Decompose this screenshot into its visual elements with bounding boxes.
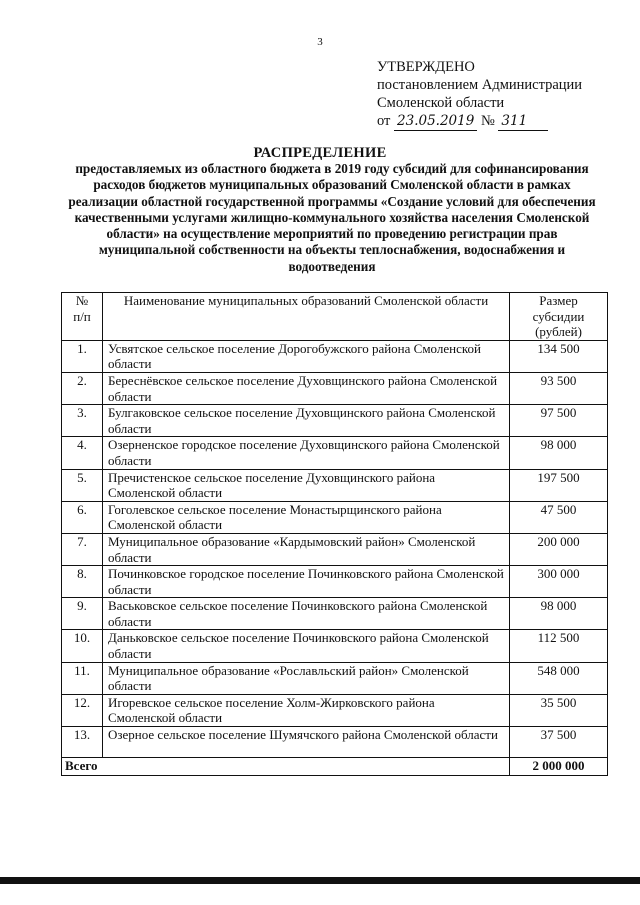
row-amount: 98 000: [510, 598, 608, 630]
row-number: 3.: [62, 405, 103, 437]
row-amount: 112 500: [510, 630, 608, 662]
row-number: 10.: [62, 630, 103, 662]
row-municipality: Гоголевское сельское поселение Монастырщинского района Смоленской области: [103, 501, 510, 533]
row-number: 1.: [62, 340, 103, 372]
row-amount: 47 500: [510, 501, 608, 533]
table-row: [62, 501, 608, 533]
page-number: 3: [317, 36, 323, 48]
table-row: [62, 340, 608, 372]
row-amount: 548 000: [510, 662, 608, 694]
table-row: [62, 566, 608, 598]
table-header-row: [62, 293, 608, 341]
row-municipality: Игоревское сельское поселение Холм-Жирковского района Смоленской области: [103, 694, 510, 726]
row-municipality: Васьковское сельское поселение Починковского района Смоленской области: [103, 598, 510, 630]
row-number: 5.: [62, 469, 103, 501]
row-number: 6.: [62, 501, 103, 533]
row-municipality: Усвятское сельское поселение Дорогобужского района Смоленской области: [103, 340, 510, 372]
approval-heading: УТВЕРЖДЕНО: [377, 59, 475, 75]
row-number: 9.: [62, 598, 103, 630]
row-amount: 35 500: [510, 694, 608, 726]
table-row: [62, 694, 608, 726]
table-row: [62, 727, 608, 758]
table-row: [62, 372, 608, 404]
total-label: Всего: [62, 758, 510, 776]
row-municipality: Муниципальное образование «Рославльский район» Смоленской области: [103, 662, 510, 694]
row-number: 11.: [62, 662, 103, 694]
approval-number-label: №: [480, 113, 495, 129]
approval-number: 311: [498, 112, 548, 131]
row-number: 12.: [62, 694, 103, 726]
row-number: 8.: [62, 566, 103, 598]
approval-date: 23.05.2019: [394, 112, 477, 131]
row-amount: 93 500: [510, 372, 608, 404]
row-number: 7.: [62, 533, 103, 565]
table-row: [62, 533, 608, 565]
table-row: [62, 662, 608, 694]
row-amount: 300 000: [510, 566, 608, 598]
row-municipality: Муниципальное образование «Кардымовский район» Смоленской области: [103, 533, 510, 565]
approval-region: Смоленской области: [377, 95, 505, 111]
row-municipality: Починковское городское поселение Починковского района Смоленской области: [103, 566, 510, 598]
approval-from-label: от: [377, 113, 391, 129]
row-municipality: Булгаковское сельское поселение Духовщинского района Смоленской области: [103, 405, 510, 437]
row-amount: 98 000: [510, 437, 608, 469]
total-amount: 2 000 000: [510, 758, 608, 776]
table-row: [62, 437, 608, 469]
row-amount: 97 500: [510, 405, 608, 437]
document-subtitle: предоставляемых из областного бюджета в 2019 году субсидий для софинансирования расходов бюджетов муниципальных образований Смоленской области в рамках реализации областной государственной программы «Создание условий для обеспечения качественными услугами жилищно-коммунального хозяйства населения Смоленской области» на осуществление мероприятий по проведению регистрации прав муниципальной собственности на объекты теплоснабжения, водоснабжения и водоотведения: [68, 161, 596, 274]
row-number: 13.: [62, 727, 103, 758]
row-municipality: Озерное сельское поселение Шумячского района Смоленской области: [103, 727, 510, 758]
bottom-rule: [0, 877, 640, 884]
row-municipality: Пречистенское сельское поселение Духовщинского района Смоленской области: [103, 469, 510, 501]
row-municipality: Озерненское городское поселение Духовщинского района Смоленской области: [103, 437, 510, 469]
row-municipality: Береснёвское сельское поселение Духовщинского района Смоленской области: [103, 372, 510, 404]
header-number-line2: п/п: [73, 308, 91, 324]
row-amount: 37 500: [510, 727, 608, 758]
row-amount: 200 000: [510, 533, 608, 565]
row-number: 4.: [62, 437, 103, 469]
row-number: 2.: [62, 372, 103, 404]
header-name: Наименование муниципальных образований Смоленской области: [103, 293, 510, 341]
row-municipality: Даньковское сельское поселение Починковского района Смоленской области: [103, 630, 510, 662]
subsidy-table: [61, 292, 608, 776]
row-amount: 134 500: [510, 340, 608, 372]
table-total-row: [62, 758, 608, 776]
table-row: [62, 630, 608, 662]
approval-block: [377, 58, 582, 131]
header-number: [62, 293, 103, 341]
table-row: [62, 598, 608, 630]
header-amount: Размер субсидии (рублей): [510, 293, 608, 341]
table-row: [62, 405, 608, 437]
table-row: [62, 469, 608, 501]
header-number-line1: №: [75, 293, 89, 308]
approval-issuer: постановлением Администрации: [377, 77, 583, 93]
document-title: РАСПРЕДЕЛЕНИЕ: [253, 145, 387, 161]
row-amount: 197 500: [510, 469, 608, 501]
approval-date-line: [377, 112, 582, 131]
